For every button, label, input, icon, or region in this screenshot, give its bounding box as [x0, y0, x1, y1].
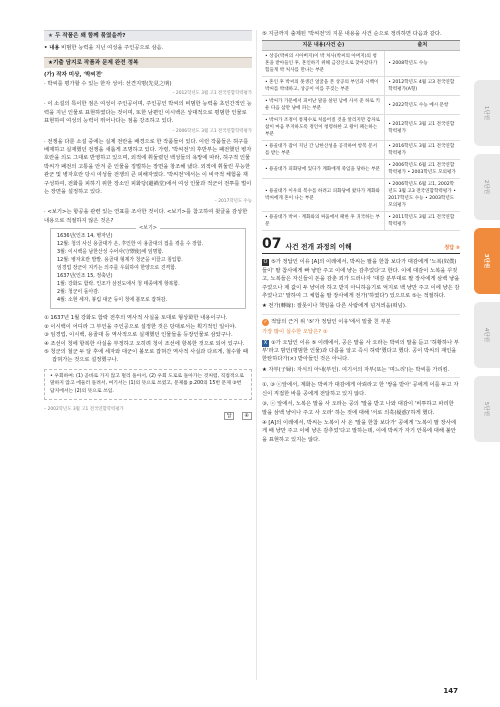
evidence-text: 적답의 근거 위 '⑤'가 정답인 이유'에서 밑줄 친 부분 — [271, 318, 391, 325]
work-title: (가) 작자 미상, '박씨전' — [44, 72, 103, 78]
correct-reason-block — [262, 258, 460, 300]
evidence-line — [262, 318, 460, 326]
divider — [262, 377, 460, 378]
answer-choice[interactable]: ④ 조선이 청에 항복한 사실을 부정하고 오히려 청이 조선에 항복한 것으로 되어 있구나. — [44, 340, 245, 347]
evidence-icon: ✓ — [263, 319, 268, 325]
table-row — [262, 179, 460, 212]
correct-answer-label: 정답 ⑤ — [444, 245, 460, 252]
source-citation: – 2002학년도 3월 고1 전국연합학력평가 — [44, 407, 124, 412]
table-cell: • 용골대가 박씨 · 계화와의 싸움에서 패한 후 귀국하는 부분 — [262, 212, 385, 231]
table-cell: • 상공(박씨의 시아버지)이 박 처사(박씨의 아버지)의 청혼을 받아들인 후, 혼인하기 위해 금강산으로 찾아갔다가 힘들게 박 처사를 만나는 부분 — [262, 51, 385, 77]
table-cell: • 용골대가 이우의 복수를 하려고 피화당에 왔다가 계화와 박씨에게 혼이 나는 부분 — [262, 179, 385, 212]
explanation-paragraph: ④ [A]의 이레에서, 박씨는 노복이 사 온 '말을 한참 보다가' 공에게 '노복이 팔 장사에게 배 냥만 주고 이에 냥은 감추었'다고 말하는데, 이에 박씨가 자기 안목에 대해 불안을 표현하고 있지는 않다. — [262, 419, 456, 443]
idiom-line: · 박씨를 평가할 수 있는 한자 성어: 선견지명(先見之明) — [44, 81, 172, 87]
commentary-paragraph: · 이 소설의 특이한 점은 여성이 주인공이며, 주인공인 박씨의 비범한 능력을 초인간적인 능력을 지닌 인물로 표현하였다는 것이며, 또한 남편인 이시백은 상대적으로 평범한 인물로 표현하여 여성의 능력이 뛰어나다는 점을 강조하고 있다. — [44, 101, 252, 125]
commentary-paragraph: · 전쟁을 다룬 소설 중에는 실제 전란을 배경으로 한 작품들이 있다. 이런 작품들은 허구를 배제하고 실재했던 전쟁을 새롭게 조명하고 있다. 가령, '박씨전'의 후반부는 패전했던 병자호란을 의도 그대로 반영하고 있으며, 외적에 휘둘렸던 백성들의 욕망에 따라, 허구적 인물 박씨가 패전의 고통을 안겨 준 인물을 징벌하는 장면을 창조해 냈다. 외적에 휘둘린 무능한 관군 및 병자호란 당시 여성들 전쟁의 큰 피해자였다. '박씨전'에서는 이 비극적 체험을 재구성하여, 전화를 피하기 위한 장소인 피화당(避禍堂)에서 여성 인물과 적군이 전투를 벌이는 장면을 설정하고 있다. — [44, 138, 252, 196]
chapter-tab-active[interactable] — [474, 228, 500, 294]
table-cell: • 박씨가 조정이 통제수로 처롭어질 것을 알리지만 감자로 참이 마음 무지하도록 정인이 청령하한 고 왕이 패는하는 부분 — [262, 115, 385, 141]
answer-row — [44, 402, 252, 421]
common-mistake-hint: 가장 많이 실수한 오답은? ② — [262, 329, 328, 336]
table-cell: • 박씨가 가문에서 피어난 말을 살핀 남에 사서 준 하로 키운 다음 삼만 냥에 파는 부분 — [262, 96, 385, 115]
answer-choice[interactable]: ① 1637년 1월 강화도 함락 전후의 역사적 사실을 토대로 형상화한 내용이구나. — [44, 315, 228, 322]
box-label: <보기> — [136, 224, 160, 231]
box-line: 1월: 강화도 함락. 인조가 삼전도에서 청 태종에게 항복함. — [57, 281, 180, 288]
chapter-tab[interactable] — [474, 80, 500, 146]
chapter-tab[interactable] — [474, 376, 500, 442]
vocab-note: ★ 전가(轉嫁): 잘못이나 책임을 다른 사람에게 넘겨씌움(떠넘). — [262, 303, 407, 310]
page-number: 147 — [443, 687, 458, 695]
source-citation: – 2017학년도 수능 — [214, 199, 252, 205]
divider — [262, 314, 460, 315]
box-line: 12월: 청의 사신 용골대가 온, 후인한 이 용골대의 접을 겪을 수 장함. — [57, 241, 204, 248]
vocab-note — [44, 369, 252, 400]
box-line: 1637년(인조 15, 정축년) — [57, 273, 113, 280]
table-row — [262, 77, 460, 96]
table-cell: • 혼인 후 박씨의 못생긴 얼굴을 본 상공의 부인과 시백이 박씨를 박대하고, 상공이 이를 꾸짖는 부분 — [262, 77, 385, 96]
chapter-tab[interactable] — [474, 154, 500, 220]
table-intro: ⑤ 지금까지 출제된 '박씨전'의 지문 내용을 사건 순으로 정리하면 다음과 같다. — [262, 31, 442, 37]
tab-label: 1단원 — [483, 105, 489, 121]
tab-label: 2단원 — [483, 179, 489, 195]
section-heading-past-exams — [44, 57, 252, 68]
table-row — [262, 51, 460, 77]
answer-badge — [222, 402, 252, 421]
explanation-paragraph: ③, ⓒ 앞에서, 노복은 말을 사 오라는 공의 '말을 받고 나와 대감이 '비투하고 파리한 말을 삼백 냥이나 주고 사 오라' 하는 것에 대해 '서로 의혹(疑惑)'하게 했다. — [262, 401, 454, 416]
heading-text: 기출 담지로 작품과 문제 완전 정복 — [53, 60, 139, 66]
source-citation: – 2006학년도 3월 고1 전국연합학력평가 — [172, 128, 252, 134]
answer-label: 답 — [224, 412, 235, 420]
left-column — [44, 30, 252, 680]
star-icon: ★ — [48, 33, 54, 39]
box-line: 3월: 이시백을 남한산성 수어사(守禦使)에 임명함. — [57, 249, 164, 256]
plot-summary-table — [262, 40, 460, 231]
content-label: • 내용 — [44, 45, 60, 51]
box-line: 1636년(인조 14, 병자년) — [57, 233, 113, 240]
table-row — [262, 96, 460, 115]
wrong-reason-text: ②가 오답인 이유 ⑤ 이레에서, 공은 말을 사 오라는 박씨의 말을 듣고 '허황하나 부부'라고 밤인(평범한 인물)과 다름을 알고 즉시 허락'했다고 했다. 공이 박씨의 재인을 한탄하다가(×) 받아들인 것은 아니다. — [262, 339, 460, 363]
table-row — [262, 141, 460, 160]
chapter-tabs — [474, 80, 500, 450]
tab-label: 5단원 — [483, 401, 489, 417]
table-cell: • 2006학년도 6월 고1, 2002학년도 3월 고3 전국연합학력평가 • 2017학년도 수능 • 2003학년도 모의평가 — [385, 179, 460, 212]
table-row — [262, 212, 460, 231]
table-row — [262, 115, 460, 141]
table-cell: • 2016학년도 3월 고1 전국연합학력평가 — [385, 141, 460, 160]
chapter-tab[interactable] — [474, 302, 500, 368]
box-line: 4월: 소현 세자, 봉림 대군 등이 청에 볼모로 잡혀감. — [57, 297, 168, 304]
star-icon: ★ — [48, 60, 54, 66]
note-line: • 우회하여: (1) 곧바로 가지 않고 멀리 돌아서, (2) 우회 도로로 돌아가는 것처럼, 직접적으로 말하지 않고 에둘러 돌려서, 여기서는 (1)의 뜻으로 쓰였고, 문제를 p.200의 15번 문제 ③번 답지에서는 (2)의 뜻으로 쓰임. — [50, 373, 244, 394]
table-cell: • 용골대가 잡이 지닌 간 남한산성을 공격하여 항복 문서를 받는 부분 — [262, 141, 385, 160]
answer-choice[interactable]: ⑤ 청군의 철군 두 달 후에 세자와 대군이 볼모로 잡혀간 역사적 사실과 다르게, 철수할 때 잡혀가는 것으로 설정했구나. — [44, 348, 248, 364]
vocab-note: ★ 자부(子婦): 자식의 아내(부인). 여기서의 자부(또는 '며느리')는 박씨를 가리킴. — [262, 366, 450, 373]
table-cell: • 2011학년도 3월 고1 전국연합학력평가 — [385, 212, 460, 231]
table-cell: • 2006학년도 6월 고1 전국연합학력평가 • 2003학년도 모의평가 — [385, 160, 460, 179]
section-number: 07 — [262, 236, 282, 253]
section-07-header — [262, 237, 460, 254]
heading-text: 두 작품은 왜 함께 묶였을까? — [55, 33, 126, 39]
content-text: 비범한 능력을 지닌 여성을 주인공으로 삼음. — [61, 45, 164, 51]
answer-choice[interactable]: ③ 임경업, 이시백, 용골대 등 역사적으로 실재했던 인물들을 등장인물로 삼았구나. — [44, 332, 233, 339]
table-row — [262, 160, 460, 179]
section-heading-why-together — [44, 30, 252, 41]
table-cell: • 2008학년도 수능 — [385, 51, 460, 77]
tab-label: 4단원 — [483, 327, 489, 343]
wrong-mark-icon: X — [263, 339, 268, 346]
box-line: 12월: 병자호란 발발. 용골대 형제가 청군을 이끌고 침입함. — [57, 257, 183, 264]
box-line: 2월: 청군이 돌아감. — [57, 289, 100, 296]
correct-mark-icon: O — [263, 259, 268, 266]
reference-box — [50, 225, 246, 309]
question-prompt: · <보기>는 항공을 관련 있는 연표를 조사한 것이다. <보기>를 참고하여 윗글을 감상한 내용으로 적절하지 않은 것은? — [44, 209, 248, 224]
answer-value: ④ — [242, 412, 252, 420]
box-line: 임경업 장군이 지키는 의주를 우회하여 한양으로 진격함. — [57, 265, 177, 272]
column-header: 지문 내용(사건 순) — [262, 41, 385, 51]
answer-choice[interactable]: ② 이시백이 어디라 그 부인을 주인공으로 설정한 것은 당대로서는 획기적인 일이야. — [44, 323, 237, 330]
source-citation: – 2012학년도 3월 고1 전국연합학력평가 — [172, 91, 252, 97]
tab-label: 3단원 — [483, 253, 489, 269]
right-column — [262, 30, 460, 702]
table-cell: • 2012학년도 4월 고3 전국연합학력평가(A형) — [385, 77, 460, 96]
table-header-row — [262, 41, 460, 51]
section-title: 사건 전개 과정의 이해 — [285, 243, 352, 252]
table-cell: • 2022학년도 수능 예시 문항 — [385, 96, 460, 115]
table-cell: • 용골대가 피화당에 있다가 계화에게 죽임을 당하는 부분 — [262, 160, 385, 179]
wrong-reason-block — [262, 339, 460, 364]
correct-reason-text: ⑤가 정답인 이유 [A]의 이레에서, 박씨는 팔을 한참 보다가 대감에게 '노복(奴僕)들이' 팔 참사에게 빠 냥만 주고 이에 냥는 감추었다'고 한다. 이에 대감이 노복을 꾸짖고, 노복들은 자신들이 돈을 감춘 죄가 드러나자 '대감 분부대로 팔 장사에게 삼백 냥을 주었으나 제 값이 두 냥이라 하고 받지 아니하옵기로 억지로 백 냥만 주고 이에 냥은 감추었나고' 말하여 그 체험을 팔 장사에게 전가('하였다') 있으므로 ⑤는 적절하다. — [262, 259, 460, 300]
table-cell: • 2012학년도 3월 고1 전국연합학력평가 — [385, 115, 460, 141]
explanation-paragraph: ①, ③ ⓒ앞에서, 계화는 박씨가 대감에게 아뢰라고 한 '쌍을 받아' 공에게 이를 두고 자신이 직접한 바를 공에게 전달하고 있지 않다. — [262, 382, 459, 397]
column-header: 출처 — [385, 41, 460, 51]
content-summary — [44, 44, 252, 53]
column-divider — [256, 30, 257, 680]
section-title-group — [262, 237, 352, 251]
